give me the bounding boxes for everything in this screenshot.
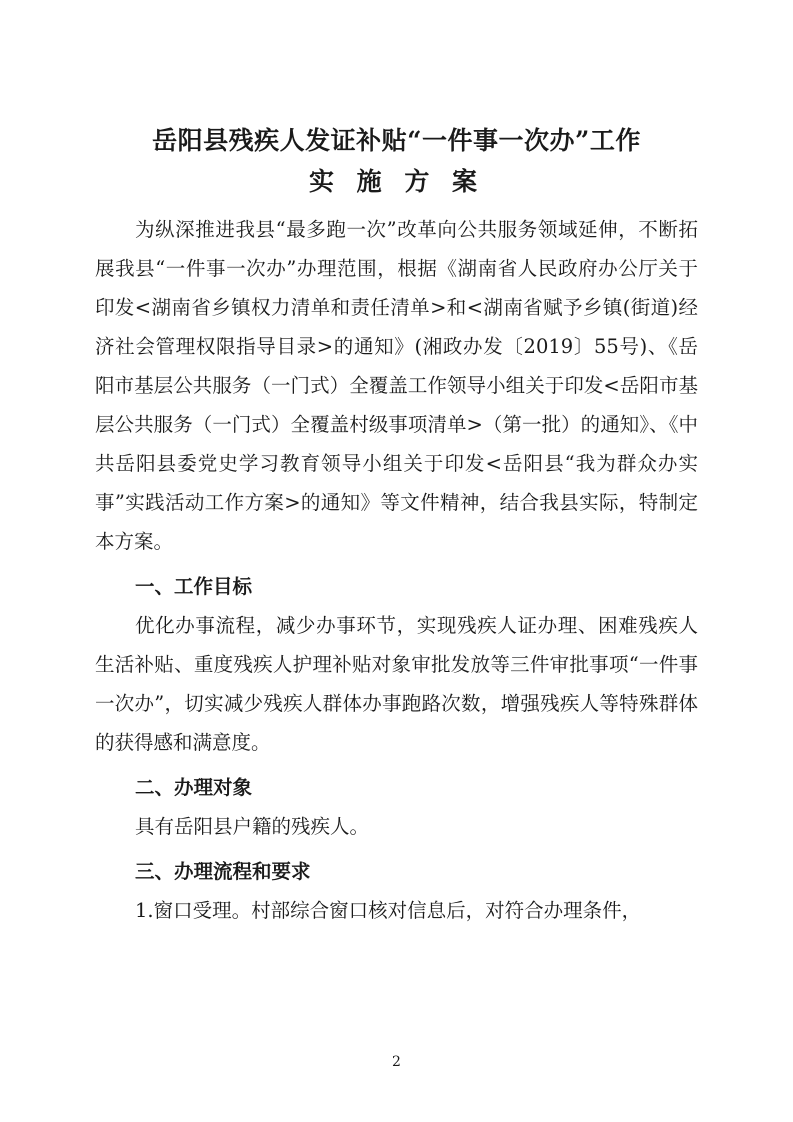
section-body-1: 优化办事流程，减少办事环节，实现残疾人证办理、困难残疾人生活补贴、重度残疾人护理补贴对象审批发放等三件审批事项“一件事一次办”，切实减少残疾人群体办事跑路次数，增强残疾人等特殊群体的获得感和满意度。 [95, 614, 698, 754]
section-heading-2: 二、办理对象 [135, 776, 253, 799]
page-number: 2 [392, 1054, 401, 1070]
section-heading-3: 三、办理流程和要求 [135, 860, 311, 883]
title-line-2: 实 施 方 案 [308, 167, 485, 196]
section-body-3: 1.窗口受理。村部综合窗口核对信息后，对符合办理条件， [135, 899, 642, 922]
section-body-2: 具有岳阳县户籍的残疾人。 [135, 815, 370, 838]
section-heading-1: 一、工作目标 [135, 575, 253, 598]
intro-paragraph: 为纵深推进我县“最多跑一次”改革向公共服务领域延伸，不断拓展我县“一件事一次办”办理范围，根据《湖南省人民政府办公厅关于印发<湖南省乡镇权力清单和责任清单>和<湖南省赋予乡镇(街道)经济社会管理权限指导目录>的通知》(湘政办发〔2019〕55号)、《岳阳市基层公共服务（一门式）全覆盖工作领导小组关于印发<岳阳市基层公共服务（一门式）全覆盖村级事项清单>（第一批）的通知》、《中共岳阳县委党史学习教育领导小组关于印发<岳阳县“我为群众办实事”实践活动工作方案>的通知》等文件精神，结合我县实际，特制定本方案。 [95, 218, 698, 553]
page-title [95, 120, 698, 202]
title-line-1: 岳阳县残疾人发证补贴“一件事一次办”工作 [152, 126, 641, 155]
